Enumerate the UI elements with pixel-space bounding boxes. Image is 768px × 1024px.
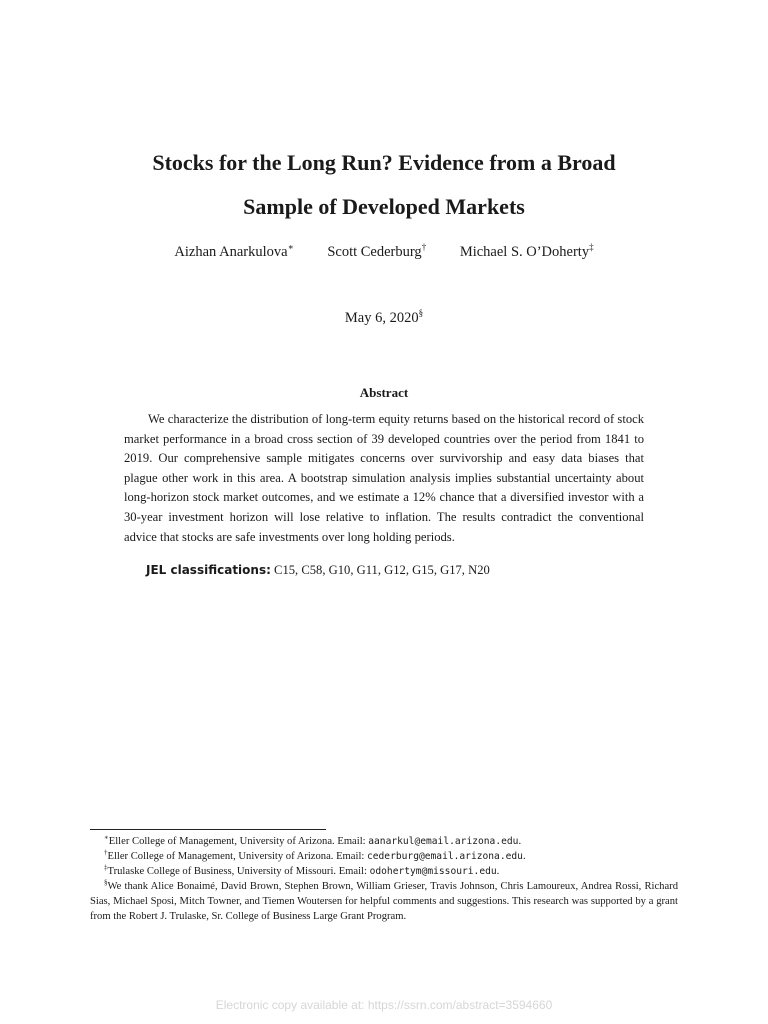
title-line-2: Sample of Developed Markets [243, 194, 525, 219]
footnote-1 [90, 834, 678, 849]
author-1 [174, 244, 293, 261]
jel-codes: C15, C58, G10, G11, G12, G15, G17, N20 [270, 563, 490, 577]
author-footnote-mark: ∗ [287, 242, 294, 253]
author-footnote-mark: ‡ [589, 242, 594, 253]
footnote-mark: † [104, 848, 108, 857]
abstract-heading: Abstract [359, 385, 409, 400]
footnote-email: odohertym@missouri.edu [369, 866, 497, 877]
footnote-text: Eller College of Management, University of Arizona. Email: [107, 851, 367, 862]
footnote-email: aanarkul@email.arizona.edu [368, 836, 519, 847]
paper-title [60, 141, 708, 229]
author-3 [460, 244, 594, 261]
footnote-3 [90, 864, 678, 879]
author-name: Scott Cederburg [327, 244, 422, 260]
author-2 [327, 244, 426, 261]
ssrn-watermark: Electronic copy available at: https://ssrn.com/abstract=3594660 [215, 998, 553, 1012]
footnote-email: cederburg@email.arizona.edu [366, 851, 523, 862]
footnote-end: . [522, 851, 526, 862]
footnote-4 [90, 879, 678, 924]
author-footnote-mark: † [421, 242, 427, 253]
footnote-end: . [496, 866, 500, 877]
footnote-text: Eller College of Management, University of Arizona. Email: [108, 836, 369, 847]
jel-label: JEL classifications: [146, 563, 271, 577]
author-list [0, 244, 768, 261]
footnote-end: . [518, 836, 522, 847]
footnote-text: Trulaske College of Business, University of Missouri. Email: [107, 866, 370, 877]
footnote-mark: ‡ [104, 863, 108, 872]
abstract-body: We characterize the distribution of long-term equity returns based on the historical record of stock market performance in a broad cross section of 39 developed countries over the period from 1841 to 2019. Our comprehensive sample mitigates concerns over survivorship and easy data biases that plague other work in this area. A bootstrap simulation analysis implies substantial uncertainty about long-horizon stock market outcomes, and we estimate a 12% chance that a diversified investor with a 30-year investment horizon will lose relative to inflation. The results contradict the conventional advice that stocks are safe investments over long holding periods. [124, 412, 644, 544]
date-text: May 6, 2020 [344, 310, 419, 326]
footnote-text: We thank Alice Bonaimé, David Brown, Stephen Brown, William Grieser, Travis Johnson, Chris Lamoureux, Andrea Rossi, Richard Sias, Michael Sposi, Mitch Towner, and Tiemen Woutersen for helpful comments and suggestions. This research was supported by a grant from the Robert J. Trulaske, Sr. College of Business Large Grant Program. [90, 881, 678, 922]
footnote-2 [90, 849, 678, 864]
jel-classifications [146, 563, 490, 578]
author-name: Aizhan Anarkulova [174, 244, 288, 260]
footnote-mark: ∗ [104, 833, 109, 842]
footnote-divider [90, 829, 326, 830]
date-footnote-mark: § [418, 308, 424, 319]
paper-date [0, 310, 768, 327]
title-line-1: Stocks for the Long Run? Evidence from a Broad [152, 150, 616, 175]
author-name: Michael S. O’Doherty [459, 244, 590, 260]
footnotes [90, 834, 678, 924]
footnote-mark: § [104, 878, 108, 887]
